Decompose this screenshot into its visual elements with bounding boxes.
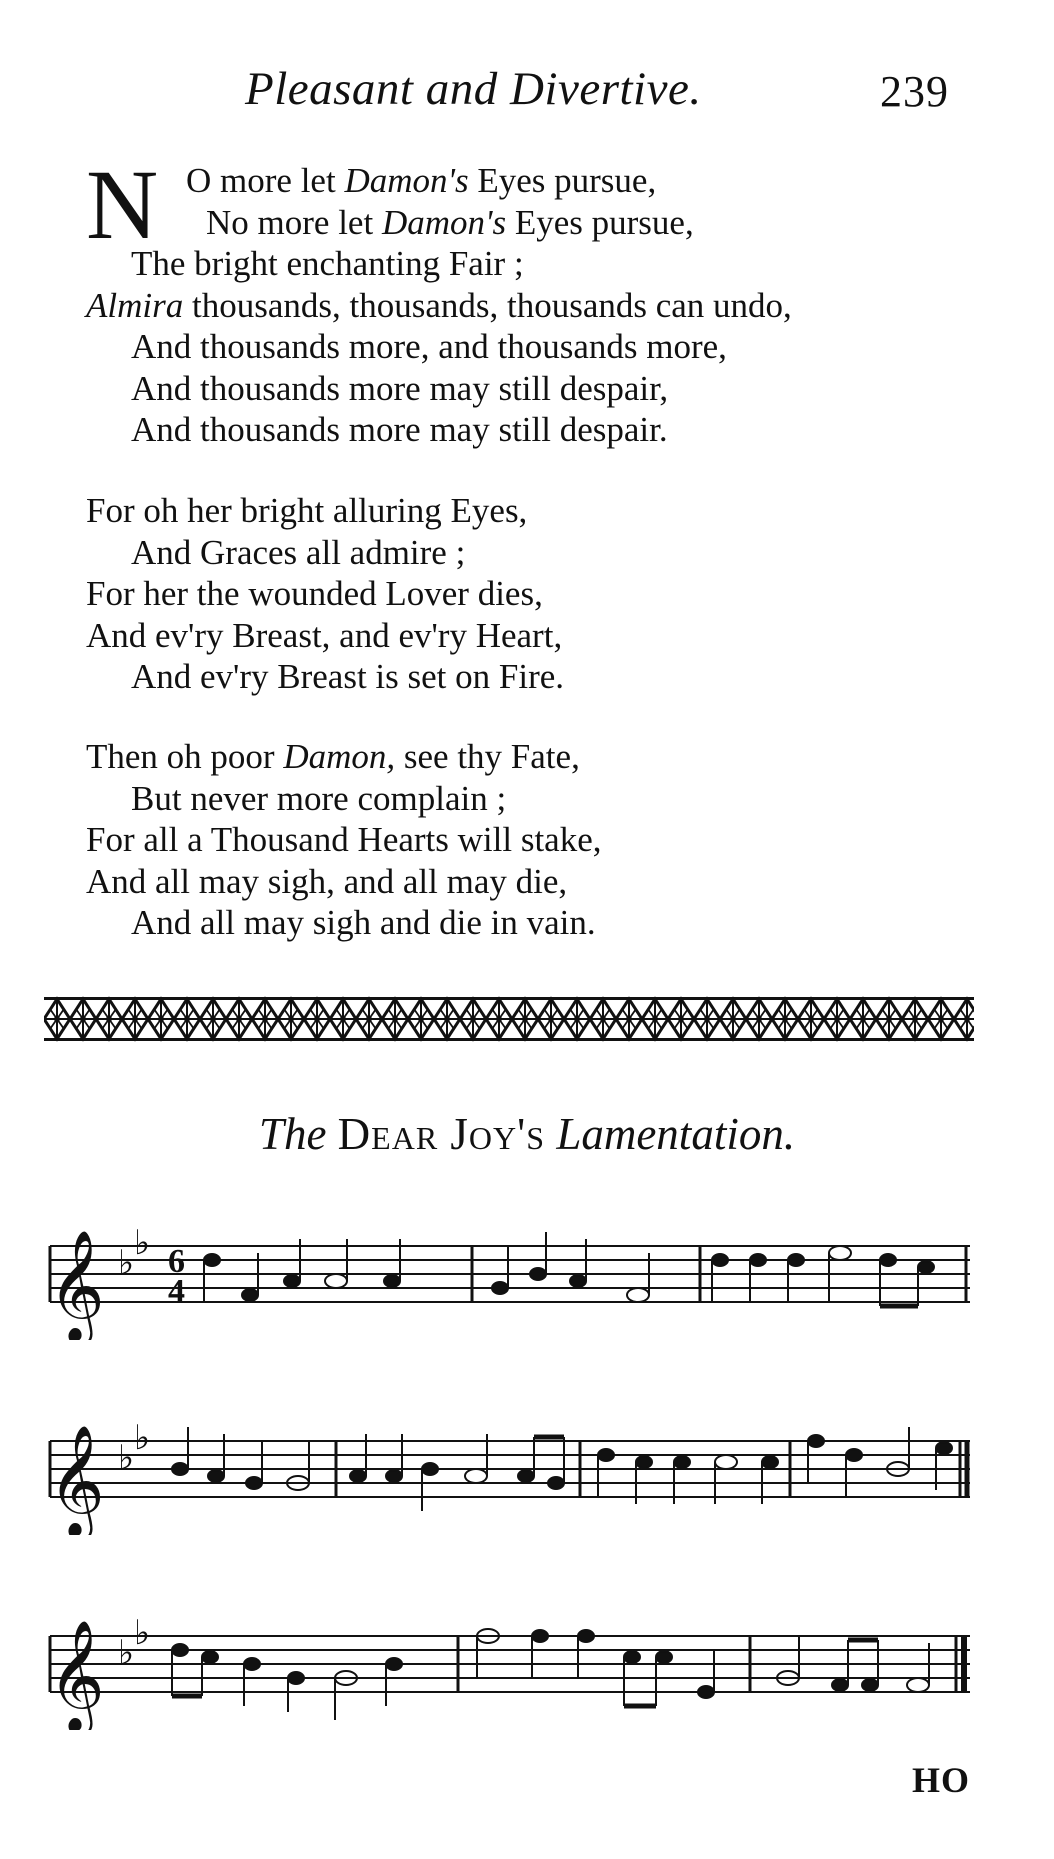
verse-line: And all may sigh, and all may die,	[86, 861, 568, 901]
stanza-1	[86, 149, 792, 451]
page-number: 239	[880, 67, 949, 116]
music-staff-2	[40, 1405, 980, 1535]
verse-line: The bright enchanting Fair ;	[131, 244, 524, 283]
drop-cap: N	[86, 149, 159, 260]
dropcap-block	[86, 149, 792, 260]
ornamental-border	[44, 995, 974, 1043]
verse-line: For her the wounded Lover dies,	[86, 574, 543, 613]
flat-icon: ♭	[118, 1245, 135, 1282]
note-group	[172, 1629, 929, 1720]
verse-line: But never more complain ;	[131, 778, 507, 818]
verse-line: And thousands more, and thousands more,	[131, 327, 727, 366]
catchword: HO	[912, 1760, 971, 1800]
stanza-2	[86, 490, 564, 698]
verse-line: O more let Damon's Eyes pursue,	[186, 161, 657, 200]
verse-line: For all a Thousand Hearts will stake,	[86, 820, 602, 859]
verse-line: No more let Damon's Eyes pursue,	[206, 202, 694, 242]
verse-line: Then oh poor Damon, see thy Fate,	[86, 737, 580, 776]
verse-line: And all may sigh and die in vain.	[131, 903, 596, 942]
music-staff-3	[40, 1600, 980, 1730]
treble-clef-icon: 𝄞	[48, 1232, 105, 1339]
treble-clef-icon: 𝄞	[48, 1622, 105, 1729]
page-header	[0, 62, 1054, 122]
verse-line: And thousands more may still despair,	[131, 368, 669, 408]
note-group	[204, 1232, 934, 1306]
flat-icon: ♭	[118, 1440, 135, 1477]
treble-clef-icon: 𝄞	[48, 1427, 105, 1534]
verse-line: For oh her bright alluring Eyes,	[86, 491, 528, 530]
running-head: Pleasant and Divertive.	[245, 63, 702, 115]
stanza-3	[86, 736, 602, 944]
verse-line: And ev'ry Breast, and ev'ry Heart,	[86, 615, 563, 655]
verse-line: Almira thousands, thousands, thousands can undo,	[86, 285, 792, 325]
time-sig-top: 6	[168, 1243, 185, 1280]
verse-line: And thousands more may still despair.	[131, 410, 668, 449]
flat-icon: ♭	[134, 1225, 151, 1262]
flat-icon: ♭	[134, 1420, 151, 1457]
song-title: The Dear Joy's Lamentation.	[258, 1109, 796, 1159]
flat-icon: ♭	[134, 1615, 151, 1652]
flat-icon: ♭	[118, 1635, 135, 1672]
verse-line: And Graces all admire ;	[131, 532, 466, 572]
music-staff-1	[40, 1210, 980, 1340]
verse-line: And ev'ry Breast is set on Fire.	[131, 657, 565, 696]
time-sig-bottom: 4	[168, 1273, 185, 1310]
